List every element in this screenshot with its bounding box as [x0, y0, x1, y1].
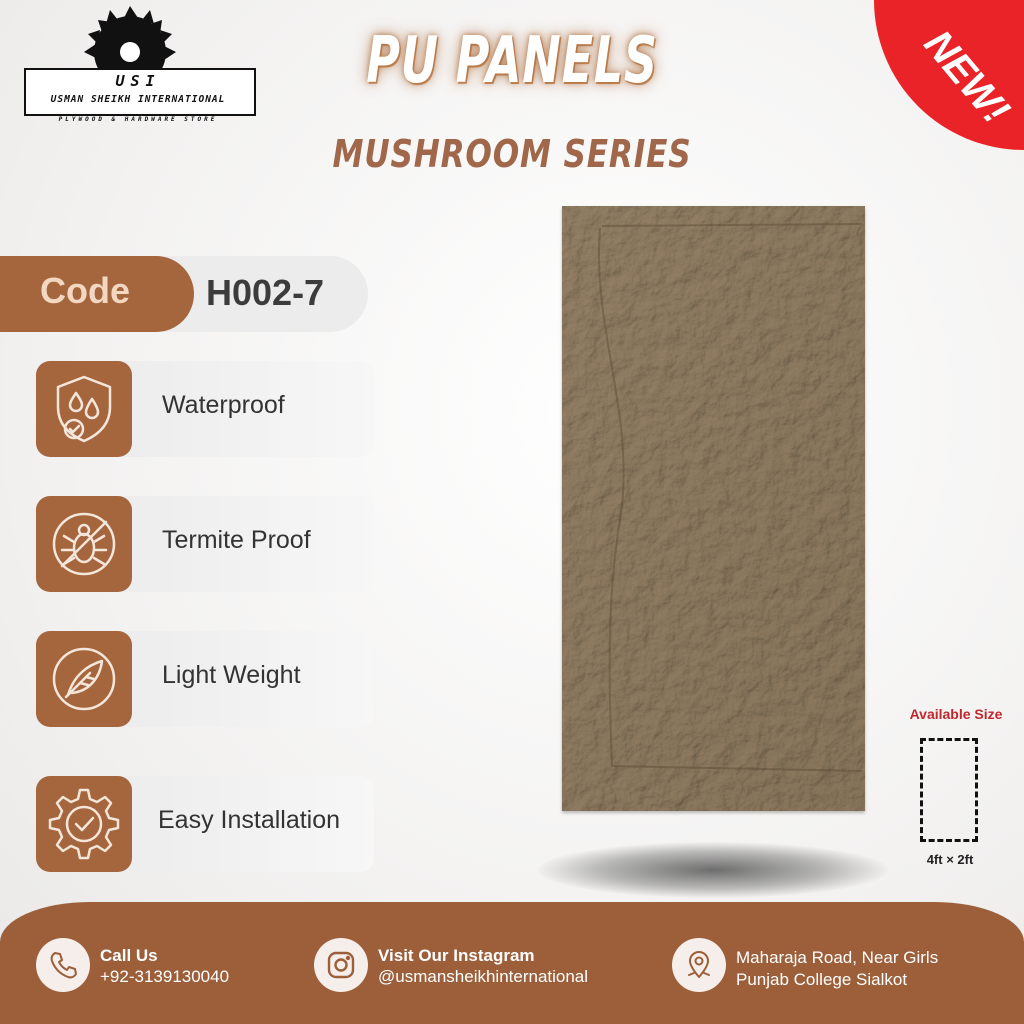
- footer-instagram[interactable]: [314, 932, 644, 1002]
- logo-short: USI: [115, 72, 161, 90]
- size-diagram: [920, 738, 978, 842]
- instagram-heading: Visit Our Instagram: [378, 946, 535, 965]
- call-heading: Call Us: [100, 946, 158, 965]
- feature-label: Waterproof: [162, 391, 285, 419]
- phone-icon: [36, 938, 90, 992]
- available-size-value: 4ft × 2ft: [926, 852, 974, 867]
- footer-call[interactable]: [36, 932, 286, 1002]
- feature-easy-installation: [36, 776, 374, 872]
- feature-light-weight: [36, 631, 374, 727]
- footer-address: [672, 932, 992, 1002]
- instagram-icon: [314, 938, 368, 992]
- feature-label: Termite Proof: [162, 526, 311, 554]
- water-shield-icon: [36, 361, 132, 457]
- panel-image: [562, 206, 865, 811]
- address-line-1: Maharaja Road, Near Girls: [736, 948, 939, 967]
- new-badge-label: NEW!: [915, 22, 1018, 133]
- new-badge: [874, 0, 1024, 155]
- feature-label: Light Weight: [162, 661, 301, 689]
- instagram-handle[interactable]: @usmansheikhinternational: [378, 967, 589, 986]
- call-number[interactable]: +92-3139130040: [100, 967, 230, 986]
- product-code-value: H002-7: [206, 272, 325, 313]
- address-line-2: Punjab College Sialkot: [736, 970, 908, 989]
- gear-check-icon: [36, 776, 132, 872]
- product-code: [0, 256, 368, 332]
- feature-label: Easy Installation: [158, 806, 341, 834]
- feature-termite-proof: [36, 496, 374, 592]
- product-code-label: Code: [40, 270, 130, 311]
- feather-icon: [36, 631, 132, 727]
- page-title: PU PANELS: [366, 24, 658, 98]
- location-pin-icon: [672, 938, 726, 992]
- logo-name: USMAN SHEIKH INTERNATIONAL: [50, 94, 226, 105]
- panel-shadow: [538, 842, 888, 898]
- page-subtitle: MUSHROOM SERIES: [332, 132, 692, 176]
- feature-waterproof: [36, 361, 374, 457]
- available-size-heading: Available Size: [909, 706, 1003, 722]
- logo-tagline: PLYWOOD & HARDWARE STORE: [58, 116, 218, 123]
- no-termite-icon: [36, 496, 132, 592]
